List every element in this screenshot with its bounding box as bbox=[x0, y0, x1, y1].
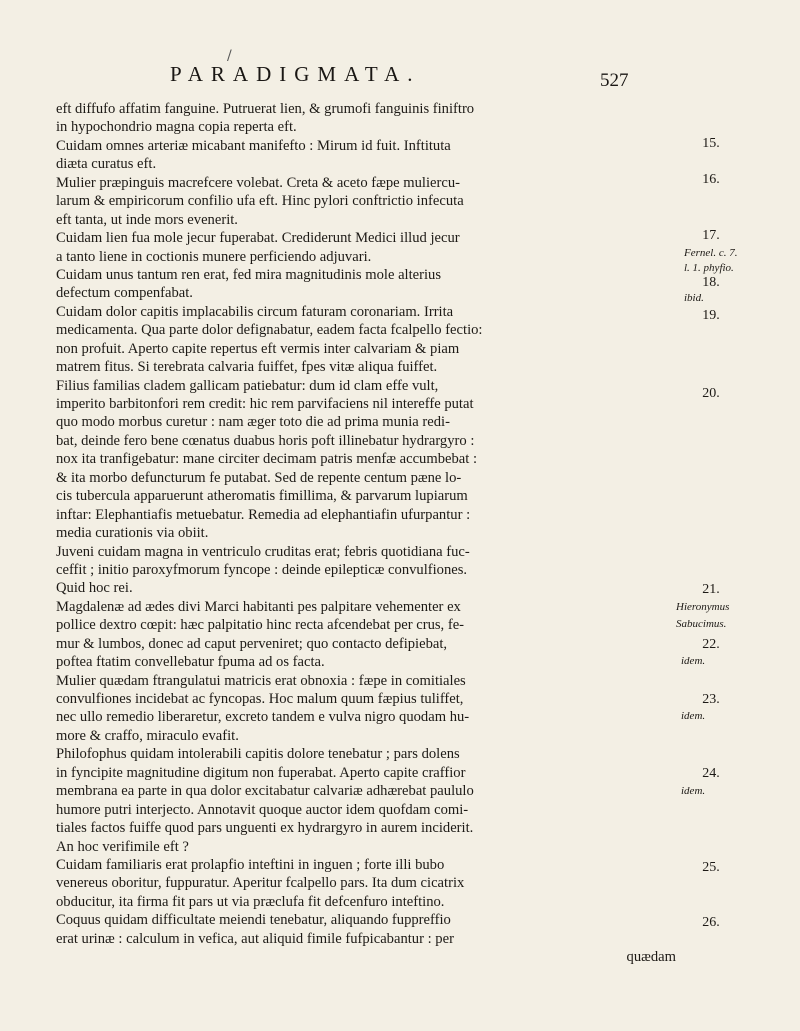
text-line: mur & lumbos, donec ad caput perveniret; quo contacto defipiebat, bbox=[56, 635, 448, 652]
text-line: medicamenta. Qua parte dolor defignabatur, eadem facta fcalpello fectio: bbox=[56, 322, 483, 339]
case-number: 15. bbox=[702, 136, 720, 151]
text-line: non profuit. Aperto capite repertus eft vermis inter calvariam & piam bbox=[56, 340, 460, 357]
text-line: poftea ftatim convellebatur fpuma ad os facta. bbox=[56, 654, 325, 671]
text-line: cis tubercula apparuerunt atheromatis fimillima, & parvarum lupiarum bbox=[56, 488, 468, 505]
text-line: Mulier quædam ftrangulatui matricis erat obnoxia : fæpe in comitiales bbox=[56, 672, 466, 689]
text-line: in fyncipite magnitudine digitum non fuperabat. Aperto capite craffior bbox=[56, 764, 466, 781]
text-line: Philofophus quidam intolerabili capitis dolore tenebatur ; pars dolens bbox=[56, 746, 460, 763]
margin-note: ibid. bbox=[684, 292, 704, 304]
text-line: more & craffo, miraculo evafit. bbox=[56, 727, 239, 744]
text-line: tiales factos fuiffe quod pars unguenti ex hydrargyro in aurem inciderit. bbox=[56, 820, 474, 837]
case-number: 16. bbox=[702, 172, 720, 187]
text-line: pollice dextro cœpit: hæc palpitatio hinc recta afcendebat per crus, fe- bbox=[56, 617, 465, 634]
text-line: in hypochondrio magna copia reperta eft. bbox=[56, 119, 297, 136]
case-number: 23. bbox=[702, 692, 720, 707]
case-number: 25. bbox=[702, 860, 720, 875]
text-line: larum & empiricorum confilio ufa eft. Hinc pylori conftrictio infecuta bbox=[56, 193, 464, 210]
text-line: a tanto liene in coctionis munere perficiendo adjuvari. bbox=[56, 248, 372, 265]
case-number: 21. bbox=[702, 582, 720, 597]
text-line: Filius familias cladem gallicam patiebatur: dum id clam effe vult, bbox=[56, 377, 439, 394]
text-line: Magdalenæ ad ædes divi Marci habitanti pes palpitare vehementer ex bbox=[56, 598, 461, 615]
text-line: humore putri interjecto. Annotavit quoque auctor idem quofdam comi- bbox=[56, 801, 469, 818]
text-line: convulfiones incidebat ac fyncopas. Hoc malum quum fæpius tuliffet, bbox=[56, 691, 464, 707]
text-line: eft tanta, ut inde mors evenerit. bbox=[56, 211, 238, 228]
text-line: Juveni cuidam magna in ventriculo cruditas erat; febris quotidiana fuc- bbox=[56, 543, 470, 560]
text-line: Cuidam dolor capitis implacabilis circum faturam coronariam. Irrita bbox=[56, 303, 454, 320]
text-line: ceffit ; initio paroxyfmorum fyncope : deinde epilepticæ convulfiones. bbox=[56, 561, 468, 578]
margin-note: idem. bbox=[681, 655, 706, 667]
text-line: nec ullo remedio liberaretur, excreto tandem e vulva nigro quodam hu- bbox=[56, 709, 470, 726]
margin-column bbox=[676, 0, 800, 1031]
text-line: inftar: Elephantiafis metuebatur. Remedia ad elephantiafin ufurpantur : bbox=[56, 506, 471, 523]
text-line: matrem fitus. Si terebrata calvaria fuiffet, fpes vitæ aliqua fuiffet. bbox=[56, 359, 438, 376]
text-line: eft diffufo affatim fanguine. Putruerat lien, & grumofi fanguinis finiftro bbox=[56, 101, 475, 117]
case-number: 19. bbox=[702, 308, 720, 323]
margin-note: l. 1. phyfio. bbox=[684, 262, 734, 274]
margin-note: idem. bbox=[681, 710, 706, 722]
case-number: 17. bbox=[702, 228, 720, 243]
text-line: Mulier præpinguis macrefcere volebat. Creta & aceto fæpe muliercu- bbox=[56, 174, 461, 191]
text-line: Cuidam familiaris erat prolapfio inteftini in inguen ; forte illi bubo bbox=[56, 856, 445, 873]
text-line: media curationis via obiit. bbox=[56, 525, 209, 542]
text-line: bat, deinde fero bene cœnatus duabus horis poft illinebatur hydrargyro : bbox=[56, 432, 475, 449]
page-number: 527 bbox=[600, 70, 629, 91]
text-line: Quid hoc rei. bbox=[56, 580, 133, 597]
text-line: & ita morbo defuncturum fe putabat. Sed de repente centum pæne lo- bbox=[56, 469, 462, 486]
margin-note: Fernel. c. 7. bbox=[684, 247, 738, 259]
case-number: 20. bbox=[702, 386, 720, 401]
margin-note: Sabucimus. bbox=[676, 618, 727, 630]
text-line: Coquus quidam difficultate meiendi tenebatur, aliquando fuppreffio bbox=[56, 912, 451, 929]
case-number: 24. bbox=[702, 766, 720, 781]
text-line: quo modo morbus curetur : nam æger toto die ad prima munia redi- bbox=[56, 414, 450, 431]
case-number: 22. bbox=[702, 637, 720, 652]
text-line: venereus oboritur, fuppuratur. Aperitur fcalpello pars. Ita dum cicatrix bbox=[56, 875, 465, 892]
text-line: erat urinæ : calculum in vefica, aut aliquid fimile fufpicabantur : per bbox=[56, 930, 454, 947]
text-line: Cuidam unus tantum ren erat, fed mira magnitudinis mole alterius bbox=[56, 266, 442, 283]
text-line: Cuidam lien fua mole jecur fuperabat. Crediderunt Medici illud jecur bbox=[56, 230, 460, 247]
text-line: obducitur, ita firma fit pars ut via præclufa fit defcenfuro inteftino. bbox=[56, 893, 445, 910]
text-line: imperito barbitonfori rem credit: hic rem parvifaciens nil intereffe putat bbox=[56, 396, 474, 412]
running-title: PARADIGMATA. bbox=[170, 62, 421, 86]
text-line: defectum compenfabat. bbox=[56, 285, 193, 302]
text-line: nox ita tranfigebatur: mane circiter decimam patris menfæ accumbebat : bbox=[56, 451, 478, 468]
catchword: quædam bbox=[626, 949, 676, 966]
text-line: Cuidam omnes arteriæ micabant manifefto : Mirum id fuit. Inftituta bbox=[56, 137, 451, 154]
text-line: An hoc verifimile eft ? bbox=[56, 838, 189, 855]
text-line: diæta curatus eft. bbox=[56, 156, 157, 173]
header-mark: / bbox=[227, 48, 232, 64]
case-number: 26. bbox=[702, 915, 720, 930]
text-line: membrana ea parte in qua dolor excitabatur calvariæ adhærebat paululo bbox=[56, 783, 474, 800]
case-number: 18. bbox=[702, 275, 720, 290]
margin-note: idem. bbox=[681, 785, 706, 797]
main-text bbox=[56, 100, 676, 967]
margin-note: Hieronymus bbox=[676, 601, 730, 613]
